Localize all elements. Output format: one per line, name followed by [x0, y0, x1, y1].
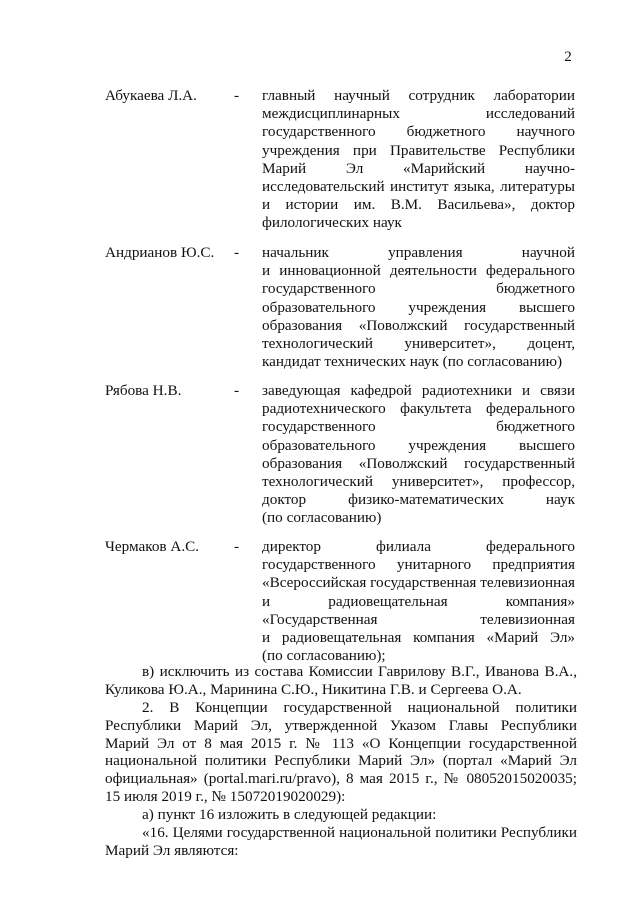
description-line: и истории им. В.М. Васильева», доктор [262, 196, 575, 214]
description-line: государственного унитарного предприятия [262, 556, 575, 574]
description-line: «Всероссийская государственная телевизионная [262, 574, 575, 592]
description-line: (по согласованию); [262, 647, 386, 665]
description-line: главный научный сотрудник лаборатории [262, 87, 575, 104]
member-name: Чермаков А.С. [105, 538, 200, 555]
paragraph-line: национальной политики Республики Марий Эл» (портал «Марий Эл [105, 752, 577, 770]
paragraph-line: «16. Целями государственной национальной политики Республики [142, 824, 577, 841]
description-line: радиотехнического факультета федерального [262, 400, 575, 418]
description-line: заведующая кафедрой радиотехники и связи [262, 382, 575, 399]
description-line: образования «Поволжский государственный [262, 316, 575, 334]
description-line: (по согласованию) [262, 509, 382, 527]
description-line: доктор физико-математических наук [262, 491, 575, 509]
description-line: «Государственная телевизионная [262, 610, 575, 628]
member-dash: - [234, 244, 240, 261]
paragraph-line: 2. В Концепции государственной национальной политики [142, 699, 577, 716]
member-description [262, 538, 575, 665]
member-dash: - [234, 538, 240, 555]
member-name: Рябова Н.В. [105, 382, 182, 399]
member-name: Андрианов Ю.С. [105, 244, 215, 261]
description-line: государственного бюджетного научного [262, 123, 575, 141]
description-line: Марий Эл «Марийский научно- [262, 159, 575, 177]
member-dash: - [234, 382, 240, 399]
paragraph-line: Марий Эл являются: [105, 841, 239, 859]
paragraph-line: Куликова Ю.А., Маринина С.Ю., Никитина Г.В. и Сергеева О.А. [105, 680, 522, 698]
description-line: государственного бюджетного [262, 280, 575, 298]
description-line: учреждения при Правительстве Республики [262, 141, 575, 159]
paragraph-point-16 [105, 806, 577, 824]
description-line: филологических наук [262, 214, 402, 232]
paragraph-goals [105, 824, 577, 860]
paragraph-exclusion [105, 663, 577, 699]
member-description [262, 87, 575, 233]
description-line: технологический университет», доцент, [262, 334, 575, 352]
description-line: образовательного учреждения высшего [262, 298, 575, 316]
description-line: начальник управления научной [262, 244, 575, 261]
description-line: и инновационной деятельности федерального [262, 262, 575, 280]
page-number: 2 [564, 48, 572, 65]
paragraph-concept [105, 699, 577, 806]
paragraph-line: 15 июля 2019 г., № 15072019020029): [105, 787, 346, 805]
description-line: кандидат технических наук (по согласованию) [262, 353, 563, 371]
description-line: и радиовещательная компания «Марий Эл» [262, 628, 575, 646]
description-line: государственного бюджетного [262, 418, 575, 436]
description-line: технологический университет», профессор, [262, 472, 575, 490]
description-line: образования «Поволжский государственный [262, 454, 575, 472]
member-dash: - [234, 87, 240, 104]
paragraph-line: Марий Эл от 8 мая 2015 г. № 113 «О Концепции государственной [105, 734, 577, 752]
member-description [262, 382, 575, 528]
description-line: исследовательский институт языка, литературы [262, 177, 575, 195]
paragraph-line: в) исключить из состава Комиссии Гаврилову В.Г., Иванова В.А., [142, 663, 577, 680]
description-line: директор филиала федерального [262, 538, 575, 555]
description-line: образовательного учреждения высшего [262, 436, 575, 454]
paragraph-line: а) пункт 16 изложить в следующей редакции: [142, 806, 437, 823]
member-description [262, 244, 575, 371]
paragraph-line: официальная» (portal.mari.ru/pravo), 8 мая 2015 г., № 08052015020035; [105, 770, 577, 788]
description-line: междисциплинарных исследований [262, 105, 575, 123]
member-name: Абукаева Л.А. [105, 87, 197, 104]
description-line: и радиовещательная компания» [262, 592, 575, 610]
paragraph-line: Республики Марий Эл, утвержденной Указом Главы Республики [105, 716, 577, 734]
